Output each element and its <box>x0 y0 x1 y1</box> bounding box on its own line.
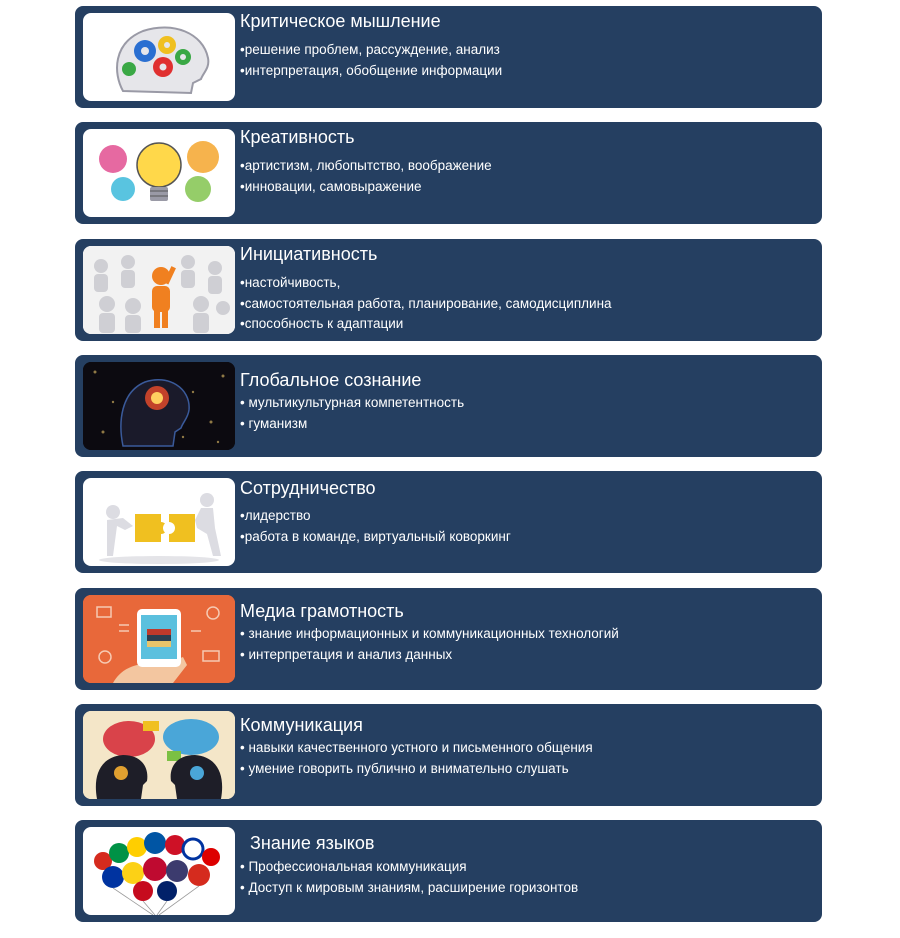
card-title: Креативность <box>240 127 355 147</box>
bullet-item: • навыки качественного устного и письменного общения <box>240 740 593 755</box>
card-title: Коммуникация <box>240 715 363 735</box>
bullet-item: •работа в команде, виртуальный коворкинг <box>240 528 511 544</box>
card-bullets <box>240 393 464 434</box>
flag-balloons-icon <box>83 827 235 915</box>
card-bullets <box>240 857 578 898</box>
leader-in-crowd-icon <box>83 246 235 334</box>
card-title: Инициативность <box>240 244 378 264</box>
card-title: Медиа грамотность <box>240 601 404 621</box>
card-bullets <box>240 40 502 81</box>
colorful-lightbulb-icon <box>83 129 235 217</box>
card-bullets <box>240 273 612 335</box>
bullet-item: •способность к адаптации <box>240 316 404 331</box>
bullet-item: •артистизм, любопытство, воображение <box>240 158 492 173</box>
bullet-item: •решение проблем, рассуждение, анализ <box>240 42 500 57</box>
bullet-item: • мультикультурная компетентность <box>240 395 465 410</box>
bullet-item: • Профессиональная коммуникация <box>240 859 467 874</box>
card-bullets <box>240 624 619 665</box>
two-heads-dialog-icon <box>83 711 235 799</box>
bullet-item: •интерпретация, обобщение информации <box>240 62 503 78</box>
skill-card-communication <box>75 704 822 806</box>
tablet-media-icon <box>83 595 235 683</box>
bullet-item: • интерпретация и анализ данных <box>240 646 453 662</box>
skill-card-creativity <box>75 122 822 224</box>
card-bullets <box>240 156 492 197</box>
puzzle-people-icon <box>83 478 235 566</box>
card-title: Критическое мышление <box>240 11 441 31</box>
bullet-item: • умение говорить публично и внимательно слушать <box>240 760 569 776</box>
skill-card-critical-thinking <box>75 6 822 108</box>
card-title: Знание языков <box>240 833 375 853</box>
skill-card-languages <box>75 820 822 922</box>
bullet-item: •самостоятельная работа, планирование, самодисциплина <box>240 295 612 311</box>
card-title: Глобальное сознание <box>240 370 422 390</box>
card-bullets <box>240 506 511 547</box>
bullet-item: • гуманизм <box>240 415 308 431</box>
bullet-item: •настойчивость, <box>240 275 341 290</box>
glowing-brain-icon <box>83 362 235 450</box>
skill-card-collaboration <box>75 471 822 573</box>
skill-card-media-literacy <box>75 588 822 690</box>
bullet-item: •инновации, самовыражение <box>240 178 422 194</box>
bullet-item: • знание информационных и коммуникационных технологий <box>240 626 619 641</box>
bullet-item: • Доступ к мировым знаниям, расширение горизонтов <box>240 879 579 895</box>
skill-card-initiative <box>75 239 822 341</box>
bullet-item: •лидерство <box>240 508 311 523</box>
card-bullets <box>240 738 593 779</box>
card-title: Сотрудничество <box>240 478 376 498</box>
head-gears-icon <box>83 13 235 101</box>
skill-card-global-awareness <box>75 355 822 457</box>
